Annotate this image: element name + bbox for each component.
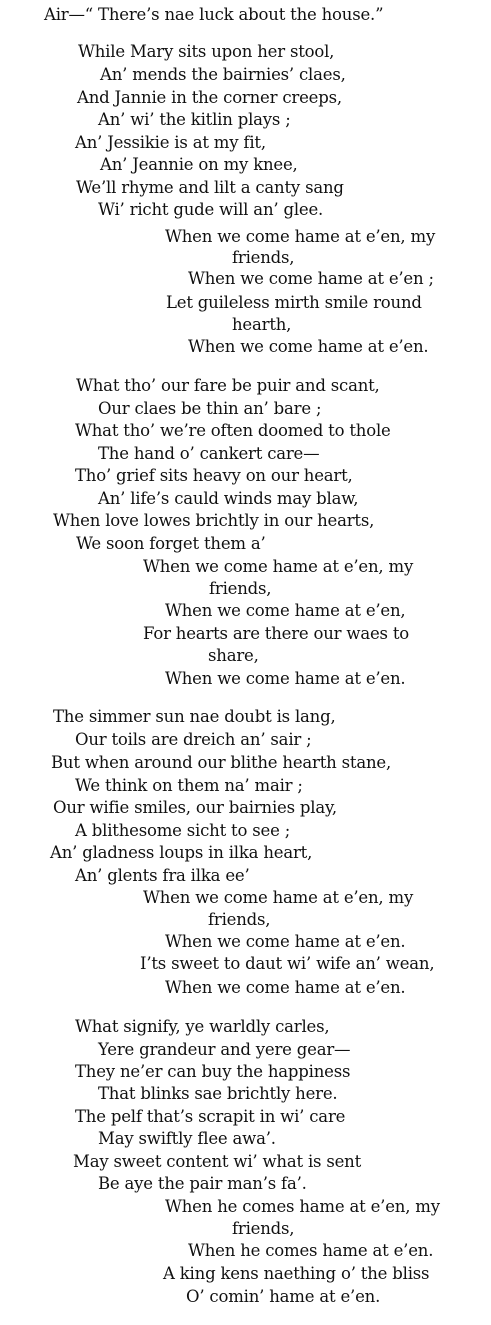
refrain-line: A king kens naething o’ the bliss: [163, 1264, 430, 1283]
verse-line: An’ Jeannie on my knee,: [100, 155, 298, 174]
refrain-line: Let guileless mirth smile round: [166, 293, 422, 312]
refrain-line: O’ comin’ hame at e’en.: [186, 1287, 381, 1306]
verse-line: Our toils are dreich an’ sair ;: [75, 730, 312, 749]
refrain-line: friends,: [232, 1219, 295, 1238]
verse-line: But when around our blithe hearth stane,: [51, 753, 391, 772]
refrain-line: I’ts sweet to daut wi’ wife an’ wean,: [140, 954, 435, 973]
refrain-line: When he comes hame at e’en, my: [165, 1197, 440, 1216]
verse-line: An’ gladness loups in ilka heart,: [50, 843, 313, 862]
refrain-line: When he comes hame at e’en.: [188, 1241, 434, 1260]
refrain-line: hearth,: [232, 315, 292, 334]
verse-line: An’ life’s cauld winds may blaw,: [98, 489, 359, 508]
verse-line: An’ wi’ the kitlin plays ;: [98, 110, 291, 129]
verse-line: The pelf that’s scrapit in wi’ care: [75, 1107, 346, 1126]
refrain-line: share,: [208, 646, 259, 665]
refrain-line: For hearts are there our waes to: [143, 624, 410, 643]
refrain-line: When we come hame at e’en.: [165, 669, 406, 688]
verse-line: May sweet content wi’ what is sent: [73, 1152, 362, 1171]
verse-line: What signify, ye warldly carles,: [75, 1017, 330, 1036]
verse-line: We think on them na’ mair ;: [75, 776, 303, 795]
refrain-line: friends,: [208, 910, 271, 929]
verse-line: Our wifie smiles, our bairnies play,: [53, 798, 337, 817]
verse-line: That blinks sae brichtly here.: [98, 1084, 338, 1103]
air-line: Air—“ There’s nae luck about the house.”: [44, 5, 384, 24]
verse-line: A blithesome sicht to see ;: [75, 821, 291, 840]
verse-line: We’ll rhyme and lilt a canty sang: [76, 178, 344, 197]
verse-line: The simmer sun nae doubt is lang,: [53, 707, 336, 726]
verse-line: They ne’er can buy the happiness: [75, 1062, 351, 1081]
verse-line: What tho’ our fare be puir and scant,: [76, 376, 380, 395]
verse-line: An’ glents fra ilka ee’: [75, 866, 250, 885]
refrain-line: When we come hame at e’en,: [165, 601, 406, 620]
verse-line: May swiftly flee awa’.: [98, 1129, 276, 1148]
refrain-line: When we come hame at e’en.: [165, 932, 406, 951]
refrain-line: friends,: [232, 248, 295, 267]
verse-line: An’ mends the bairnies’ claes,: [100, 65, 346, 84]
refrain-line: When we come hame at e’en.: [165, 978, 406, 997]
verse-line: We soon forget them a’: [76, 534, 266, 553]
verse-line: Tho’ grief sits heavy on our heart,: [75, 466, 353, 485]
verse-line: What tho’ we’re often doomed to thole: [75, 421, 391, 440]
verse-line: While Mary sits upon her stool,: [78, 42, 335, 61]
verse-line: Yere grandeur and yere gear—: [98, 1040, 351, 1059]
refrain-line: When we come hame at e’en, my: [143, 557, 414, 576]
verse-line: Our claes be thin an’ bare ;: [98, 399, 322, 418]
refrain-line: friends,: [209, 579, 272, 598]
verse-line: Be aye the pair man’s fa’.: [98, 1174, 307, 1193]
refrain-line: When we come hame at e’en.: [188, 337, 429, 356]
refrain-line: When we come hame at e’en ;: [188, 269, 434, 288]
verse-line: When love lowes brichtly in our hearts,: [53, 511, 375, 530]
verse-line: The hand o’ cankert care—: [98, 444, 320, 463]
refrain-line: When we come hame at e’en, my: [165, 227, 436, 246]
verse-line: An’ Jessikie is at my fit,: [75, 133, 266, 152]
refrain-line: When we come hame at e’en, my: [143, 888, 414, 907]
verse-line: And Jannie in the corner creeps,: [77, 88, 342, 107]
verse-line: Wi’ richt gude will an’ glee.: [98, 200, 324, 219]
